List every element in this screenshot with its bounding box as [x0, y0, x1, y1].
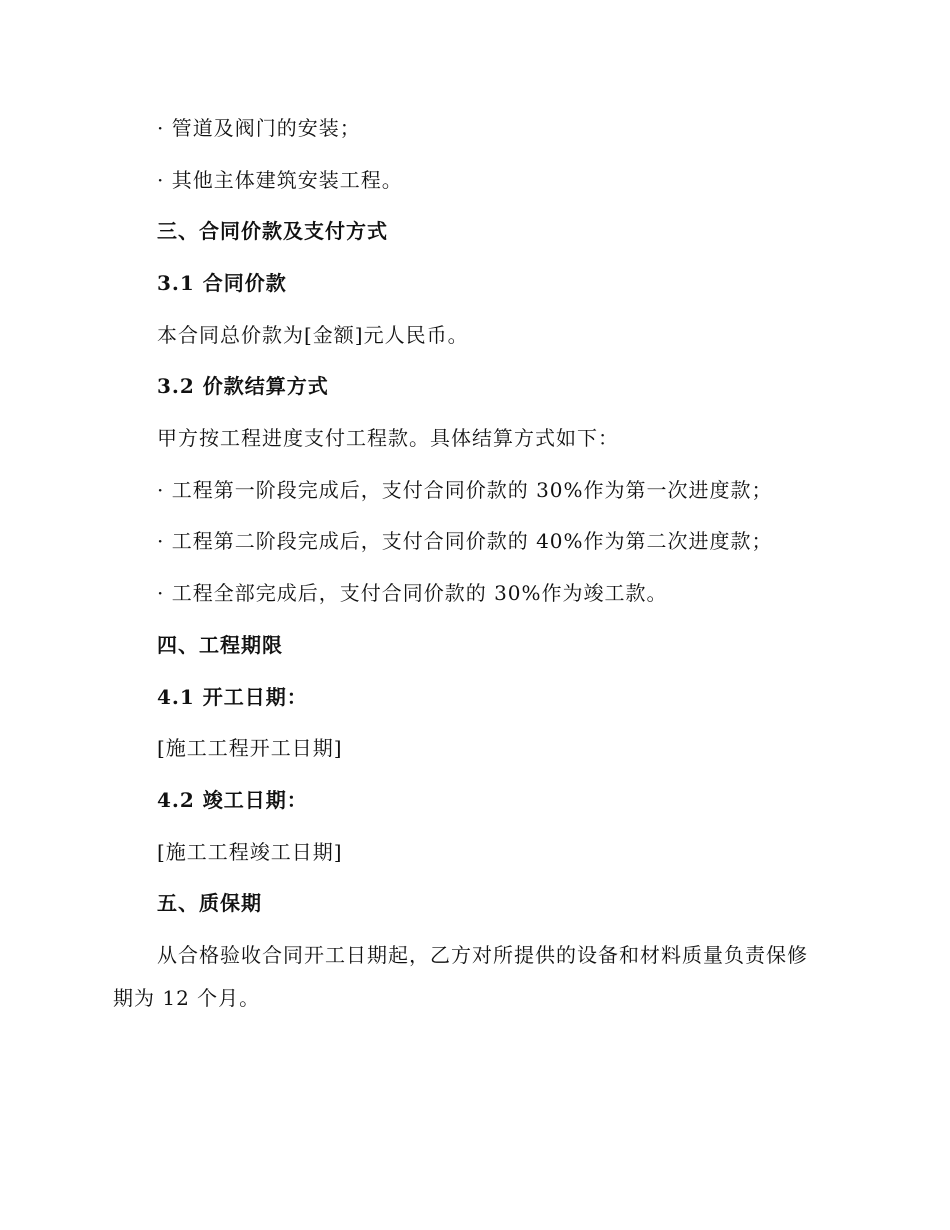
section-heading-warranty: 五、质保期 [157, 891, 262, 915]
subheading-4-2: 4.2 竣工日期： [157, 788, 308, 812]
warranty-paragraph-line2: 期为 12 个月。 [113, 986, 261, 1010]
subheading-3-1: 3.1 合同价款 [157, 271, 287, 295]
section-heading-contract-price: 三、合同价款及支付方式 [157, 219, 388, 243]
bullet-pipe-valve-install: · 管道及阀门的安装； [157, 116, 361, 140]
warranty-paragraph-line1: 从合格验收合同开工日期起，乙方对所提供的设备和材料质量负责保修 [157, 943, 808, 967]
bullet-stage-two-payment: · 工程第二阶段完成后，支付合同价款的 40%作为第二次进度款； [157, 529, 773, 553]
bullet-completion-payment: · 工程全部完成后，支付合同价款的 30%作为竣工款。 [157, 581, 668, 605]
completion-date-placeholder: [施工工程竣工日期] [157, 840, 343, 864]
contract-total-price: 本合同总价款为[金额]元人民币。 [157, 323, 469, 347]
start-date-placeholder: [施工工程开工日期] [157, 736, 343, 760]
subheading-3-2: 3.2 价款结算方式 [157, 374, 329, 398]
bullet-other-main-installation: · 其他主体建筑安装工程。 [157, 168, 403, 192]
bullet-stage-one-payment: · 工程第一阶段完成后，支付合同价款的 30%作为第一次进度款； [157, 478, 773, 502]
subheading-4-1: 4.1 开工日期： [157, 685, 308, 709]
section-heading-project-period: 四、工程期限 [157, 633, 283, 657]
settlement-intro: 甲方按工程进度支付工程款。具体结算方式如下： [157, 426, 619, 450]
